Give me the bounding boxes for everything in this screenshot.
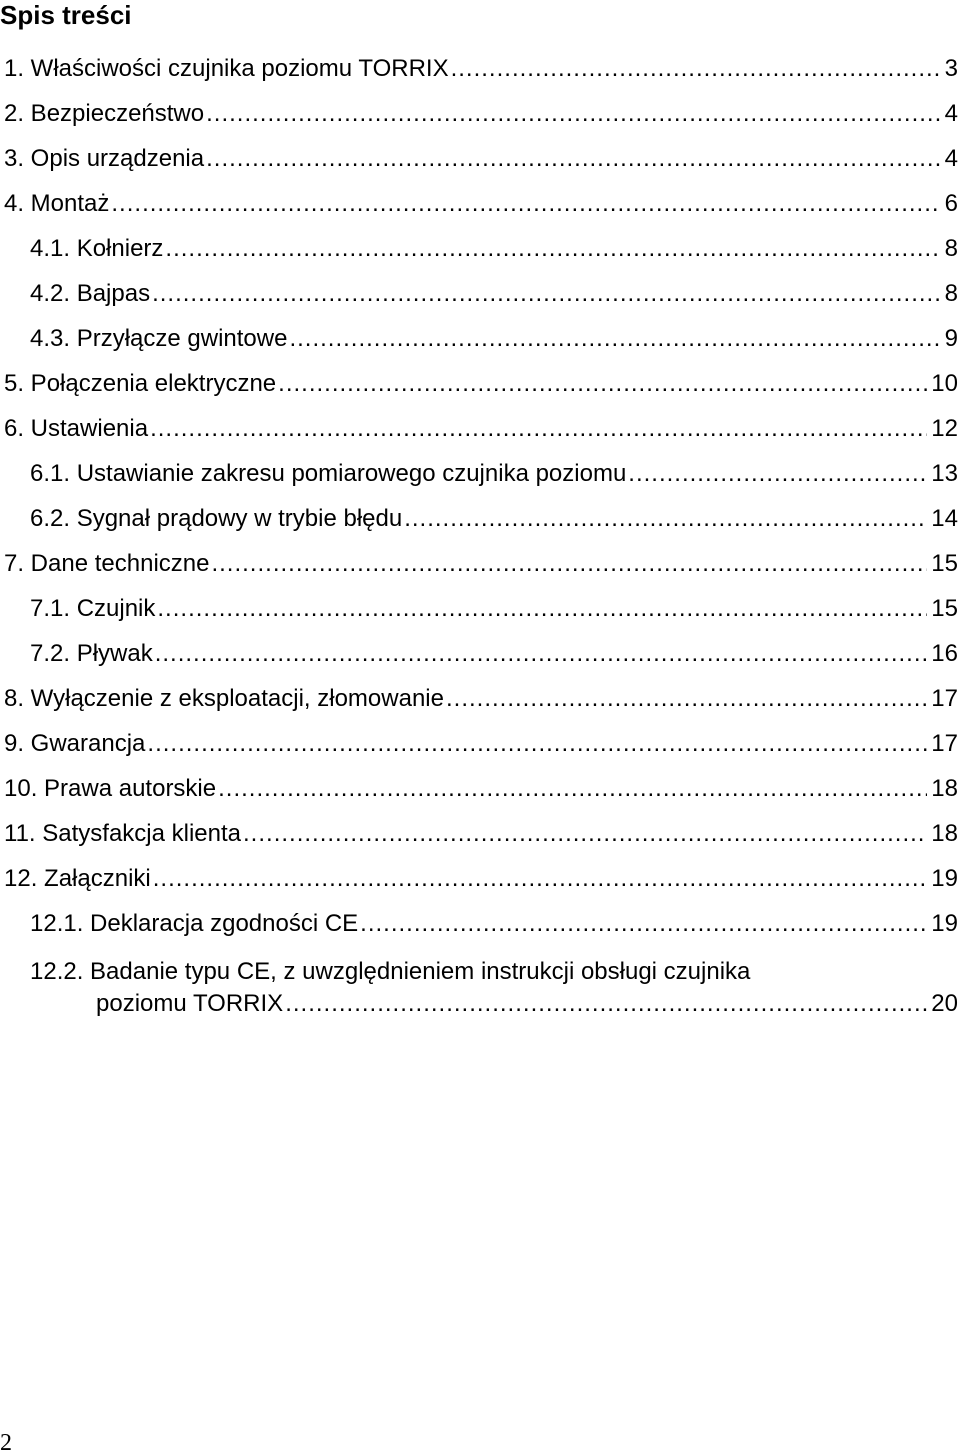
toc-entry-page: 10 <box>931 370 958 397</box>
toc-entry-page: 20 <box>931 990 958 1017</box>
dot-leader <box>404 502 927 536</box>
toc-entry-page: 8 <box>944 280 958 307</box>
toc-entry[interactable] <box>30 502 958 536</box>
toc-entry[interactable] <box>4 862 958 896</box>
dot-leader <box>243 817 927 851</box>
toc-entry-page: 13 <box>931 460 958 487</box>
toc-entry-page: 4 <box>944 145 958 172</box>
toc-entry-label: 7. Dane techniczne <box>4 550 210 577</box>
toc-entry[interactable] <box>30 277 958 311</box>
dot-leader <box>285 987 927 1021</box>
dot-leader <box>451 52 941 86</box>
toc-entry-label-continued: poziomu TORRIX <box>96 990 284 1017</box>
toc-entry-label: 7.1. Czujnik <box>30 595 156 622</box>
toc-entry-label: 7.2. Pływak <box>30 640 153 667</box>
toc-entry-label: 12.2. Badanie typu CE, z uwzględnieniem instrukcji obsługi czujnika <box>30 958 751 985</box>
dot-leader <box>289 322 940 356</box>
toc-entry[interactable] <box>4 772 958 806</box>
toc-entry[interactable] <box>30 907 958 941</box>
toc-entry-label: 10. Prawa autorskie <box>4 775 217 802</box>
toc-entry-label: 12.1. Deklaracja zgodności CE <box>30 910 359 937</box>
toc-entry[interactable] <box>4 412 958 446</box>
toc-entry[interactable] <box>4 682 958 716</box>
toc-entry[interactable] <box>4 52 958 86</box>
toc-entry[interactable] <box>30 457 958 491</box>
toc-entry-page: 9 <box>944 325 958 352</box>
toc-entry-label: 6. Ustawienia <box>4 415 149 442</box>
toc-entry-page: 19 <box>931 865 958 892</box>
toc-entry-label: 12. Załączniki <box>4 865 151 892</box>
toc-entry[interactable] <box>30 957 958 1021</box>
toc-entry-label: 6.2. Sygnał prądowy w trybie błędu <box>30 505 403 532</box>
toc-entry[interactable] <box>30 637 958 671</box>
toc-entry-page: 14 <box>931 505 958 532</box>
toc-entry-label: 4. Montaż <box>4 190 110 217</box>
toc-entry-page: 19 <box>931 910 958 937</box>
toc-entry-label: 11. Satysfakcja klienta <box>4 820 242 847</box>
toc-entry[interactable] <box>4 187 958 221</box>
toc-entry-page: 6 <box>944 190 958 217</box>
toc-entry-page: 15 <box>931 595 958 622</box>
toc-entry-page: 15 <box>931 550 958 577</box>
dot-leader <box>278 367 927 401</box>
toc-entry-label: 1. Właściwości czujnika poziomu TORRIX <box>4 55 449 82</box>
toc-entry-page: 8 <box>944 235 958 262</box>
dot-leader <box>446 682 927 716</box>
toc-entry[interactable] <box>4 367 958 401</box>
toc-entry-page: 18 <box>931 820 958 847</box>
page-number: 2 <box>0 1430 12 1456</box>
toc-entry[interactable] <box>4 142 958 176</box>
toc-entry-page: 17 <box>931 730 958 757</box>
toc-entry-page: 4 <box>944 100 958 127</box>
dot-leader <box>155 637 928 671</box>
toc-entry[interactable] <box>30 592 958 626</box>
toc-entry[interactable] <box>30 232 958 266</box>
toc-entry-label: 4.2. Bajpas <box>30 280 151 307</box>
dot-leader <box>206 142 941 176</box>
dot-leader <box>211 547 927 581</box>
toc-entry[interactable] <box>4 817 958 851</box>
toc-entry[interactable] <box>30 322 958 356</box>
toc-entry[interactable] <box>4 547 958 581</box>
toc-entry-page: 17 <box>931 685 958 712</box>
toc-entry-label: 8. Wyłączenie z eksploatacji, złomowanie <box>4 685 444 712</box>
toc-entry-page: 18 <box>931 775 958 802</box>
toc-entry-page: 12 <box>931 415 958 442</box>
toc-entry-label: 5. Połączenia elektryczne <box>4 370 277 397</box>
dot-leader <box>153 862 928 896</box>
dot-leader <box>147 727 927 761</box>
dot-leader <box>150 412 927 446</box>
toc-entry[interactable] <box>4 727 958 761</box>
toc-entry-label: 9. Gwarancja <box>4 730 146 757</box>
dot-leader <box>206 97 941 131</box>
dot-leader <box>628 457 927 491</box>
toc-entry[interactable] <box>4 97 958 131</box>
dot-leader <box>152 277 941 311</box>
dot-leader <box>157 592 927 626</box>
dot-leader <box>111 187 940 221</box>
toc-title: Spis treści <box>0 0 132 30</box>
dot-leader <box>165 232 940 266</box>
toc-entry-page: 16 <box>931 640 958 667</box>
toc-entry-label: 2. Bezpieczeństwo <box>4 100 205 127</box>
dot-leader <box>360 907 927 941</box>
toc-entry-label: 4.3. Przyłącze gwintowe <box>30 325 288 352</box>
toc-entry-label: 6.1. Ustawianie zakresu pomiarowego czujnika poziomu <box>30 460 627 487</box>
toc-entry-page: 3 <box>944 55 958 82</box>
toc-entry-label: 3. Opis urządzenia <box>4 145 205 172</box>
toc-entry-label: 4.1. Kołnierz <box>30 235 164 262</box>
dot-leader <box>218 772 927 806</box>
